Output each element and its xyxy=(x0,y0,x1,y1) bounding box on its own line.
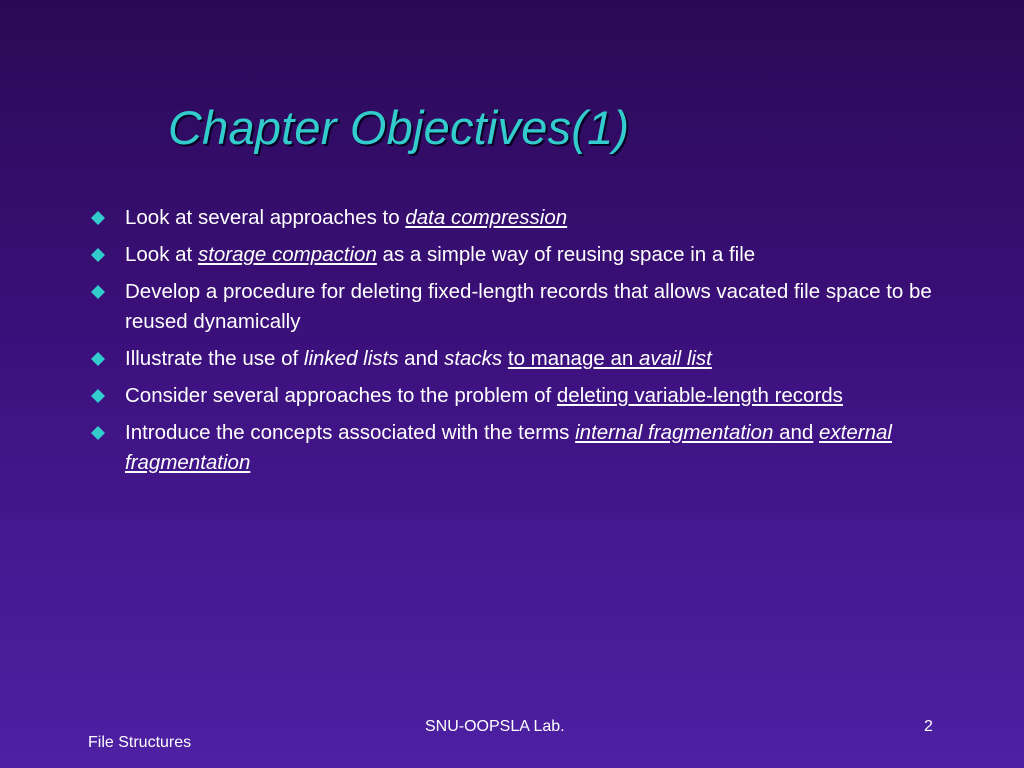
bullet-text-segment: Look at xyxy=(125,243,198,266)
bullet-text-segment: and xyxy=(773,421,814,444)
bullet-text-segment: to manage an xyxy=(507,347,639,370)
page-number: 2 xyxy=(924,718,933,735)
diamond-icon xyxy=(91,285,105,299)
footer-course-name: File Structures xyxy=(88,734,192,751)
bullet-item xyxy=(88,418,998,478)
bullet-text-segment: and xyxy=(398,347,445,370)
bullet-text-segment: avail list xyxy=(638,347,712,370)
slide-title: Chapter Objectives(1) xyxy=(168,101,630,154)
bullet-text-segment: as a simple way of reusing space in a file xyxy=(376,243,756,266)
bullet-text-segment: Consider several approaches to the problem of xyxy=(125,384,557,407)
bullet-list xyxy=(88,203,998,485)
bullet-item xyxy=(88,344,998,374)
bullet-item xyxy=(88,277,998,337)
bullet-item xyxy=(88,240,998,270)
bullet-text-segment: Introduce the concepts associated with the terms xyxy=(125,421,576,444)
diamond-icon xyxy=(91,426,105,440)
bullet-text-segment: linked lists xyxy=(303,347,399,370)
bullet-item xyxy=(88,203,998,233)
bullet-text-segment: external fragmentation xyxy=(125,421,892,474)
diamond-icon xyxy=(91,248,105,262)
diamond-icon xyxy=(91,352,105,366)
diamond-icon xyxy=(91,211,105,225)
diamond-icon xyxy=(91,389,105,403)
bullet-text-segment: storage compaction xyxy=(197,243,377,266)
bullet-text-segment: stacks xyxy=(444,347,503,370)
bullet-text-segment: Look at several approaches to xyxy=(125,206,406,229)
bullet-item xyxy=(88,381,998,411)
bullet-text-segment: internal fragmentation xyxy=(575,421,774,444)
bullet-text-segment: Develop a procedure for deleting fixed-length records that allows vacated file space to be reused dynamically xyxy=(125,280,932,333)
bullet-text-segment: Illustrate the use of xyxy=(125,347,304,370)
footer-lab-name: SNU-OOPSLA Lab. xyxy=(425,718,565,735)
bullet-text-segment: deleting variable-length records xyxy=(556,384,843,407)
bullet-text-segment: data compression xyxy=(405,206,568,229)
